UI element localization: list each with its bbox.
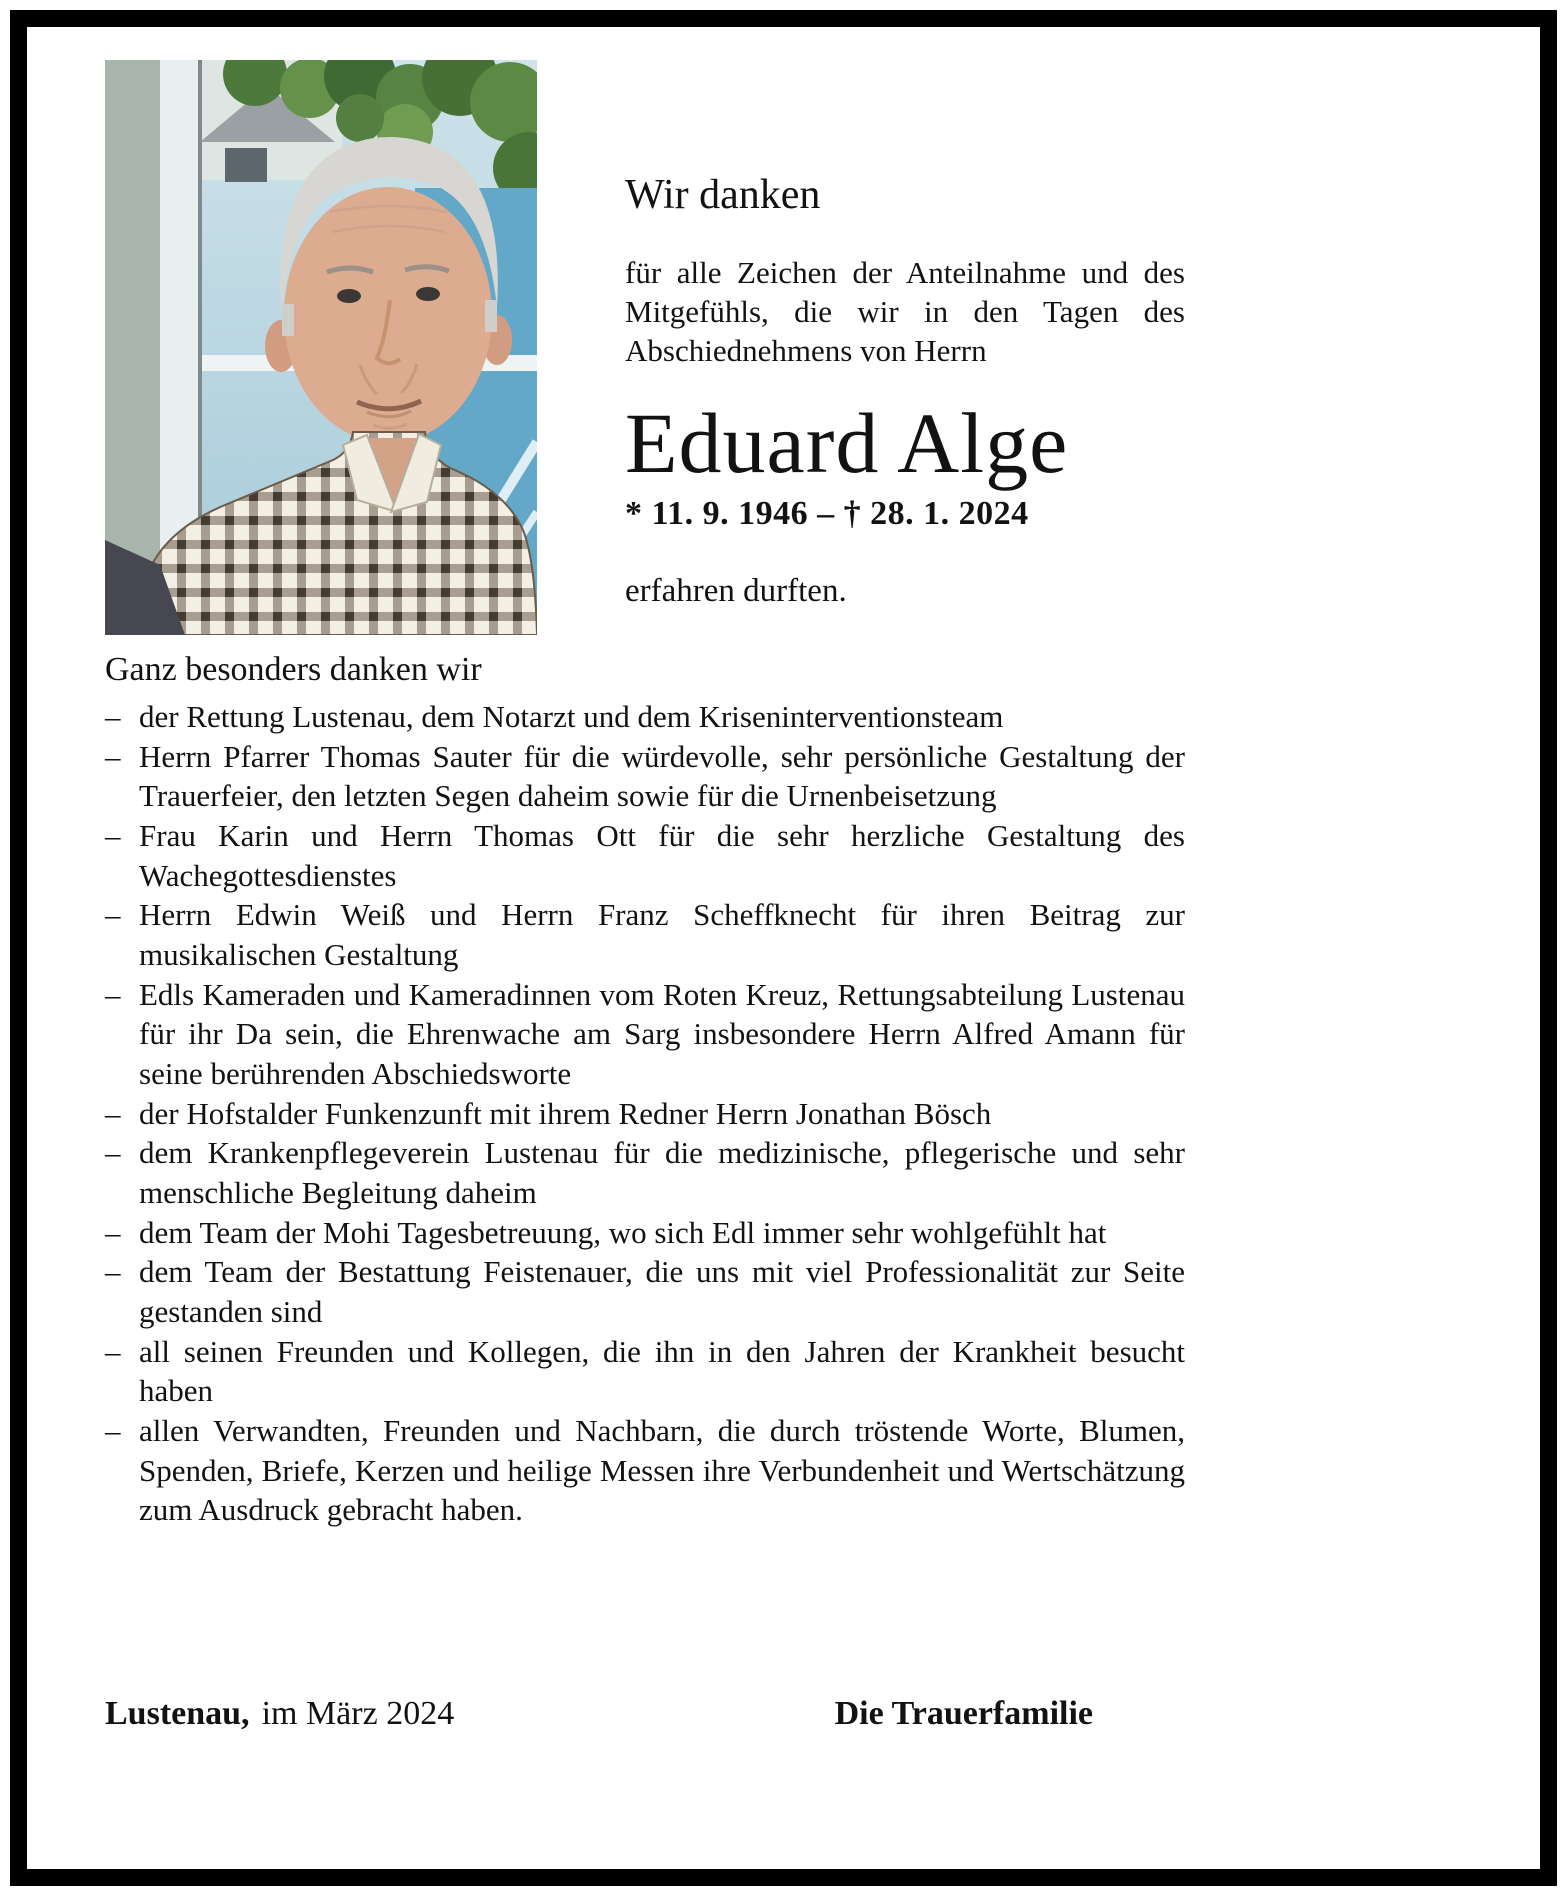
dash-bullet: –: [105, 1254, 121, 1290]
intro-text: für alle Zeichen der Anteilnahme und des Mitgefühls, die wir in den Tagen des Abschiednehmens von Herrn: [625, 255, 1185, 368]
thanks-item: [105, 697, 1185, 737]
dash-bullet: –: [105, 1095, 121, 1131]
footer-place: Lustenau,: [105, 1695, 250, 1733]
thanks-item-text: dem Team der Bestattung Feistenauer, die uns mit viel Professionalität zur Seite gestanden sind: [139, 1254, 1185, 1330]
closing-text: erfahren durften.: [625, 572, 847, 609]
dash-bullet: –: [105, 818, 121, 854]
thanks-item-text: dem Krankenpflegeverein Lustenau für die medizinische, pflegerische und sehr menschliche Begleitung daheim: [139, 1135, 1185, 1211]
thanks-heading: Wir danken: [625, 172, 821, 218]
footer-place-date: [105, 1695, 454, 1733]
portrait-photo: [105, 60, 537, 635]
thanks-item: [105, 1133, 1185, 1212]
thanks-item: [105, 1094, 1185, 1134]
thanks-item-text: der Hofstalder Funkenzunft mit ihrem Redner Herrn Jonathan Bösch: [139, 1095, 992, 1131]
thanks-item-text: all seinen Freunden und Kollegen, die ihn in den Jahren der Krankheit besucht haben: [139, 1333, 1185, 1409]
thanks-item: [105, 1332, 1185, 1411]
thanks-item-text: Herrn Edwin Weiß und Herrn Franz Scheffknecht für ihren Beitrag zur musikalischen Gestaltung: [139, 897, 1185, 973]
dash-bullet: –: [105, 699, 121, 734]
life-dates: * 11. 9. 1946 – † 28. 1. 2024: [625, 494, 1029, 532]
header-text-column: [625, 60, 1185, 635]
special-thanks-heading: Ganz besonders danken wir: [105, 651, 482, 688]
thanks-item-text: dem Team der Mohi Tagesbetreuung, wo sich Edl immer sehr wohlgefühlt hat: [139, 1214, 1107, 1250]
thanks-item: [105, 816, 1185, 895]
portrait-illustration: [105, 60, 537, 635]
top-section: [105, 60, 1185, 635]
thanks-item: [105, 1411, 1185, 1530]
thanks-item-text: der Rettung Lustenau, dem Notarzt und dem Kriseninterventionsteam: [139, 699, 1004, 734]
footer-family: Die Trauerfamilie: [834, 1695, 1093, 1733]
thanks-list: [105, 697, 1185, 1530]
obituary-content: [105, 60, 1185, 1733]
dash-bullet: –: [105, 897, 121, 933]
thanks-item: [105, 737, 1185, 816]
thanks-item-text: allen Verwandten, Freunden und Nachbarn, die durch tröstende Worte, Blumen, Spenden, Briefe, Kerzen und heilige Messen ihre Verbundenheit und Wertschätzung zum Ausdruck gebracht haben.: [139, 1413, 1185, 1528]
thanks-item: [105, 895, 1185, 974]
dash-bullet: –: [105, 976, 121, 1012]
deceased-name: Eduard Alge: [625, 395, 1069, 492]
thanks-item-text: Herrn Pfarrer Thomas Sauter für die würdevolle, sehr persönliche Gestaltung der Trauerfeier, den letzten Segen daheim sowie für die Urnenbeisetzung: [139, 738, 1185, 814]
thanks-item: [105, 1252, 1185, 1331]
thanks-item-text: Frau Karin und Herrn Thomas Ott für die sehr herzliche Gestaltung des Wachegottesdienstes: [139, 818, 1185, 893]
footer: [105, 1695, 1185, 1733]
dash-bullet: –: [105, 1333, 121, 1369]
thanks-item-text: Edls Kameraden und Kameradinnen vom Roten Kreuz, Rettungsabteilung Lustenau für ihr Da sein, die Ehrenwache am Sarg insbesondere Herrn Alfred Amann für seine berührenden Abschiedsworte: [139, 976, 1185, 1092]
thanks-item: [105, 1213, 1185, 1253]
dash-bullet: –: [105, 738, 121, 774]
dash-bullet: –: [105, 1413, 121, 1449]
dash-bullet: –: [105, 1135, 121, 1171]
footer-date: im März 2024: [261, 1695, 455, 1733]
obituary-card: [10, 10, 1557, 1886]
thanks-item: [105, 975, 1185, 1094]
dash-bullet: –: [105, 1214, 121, 1250]
